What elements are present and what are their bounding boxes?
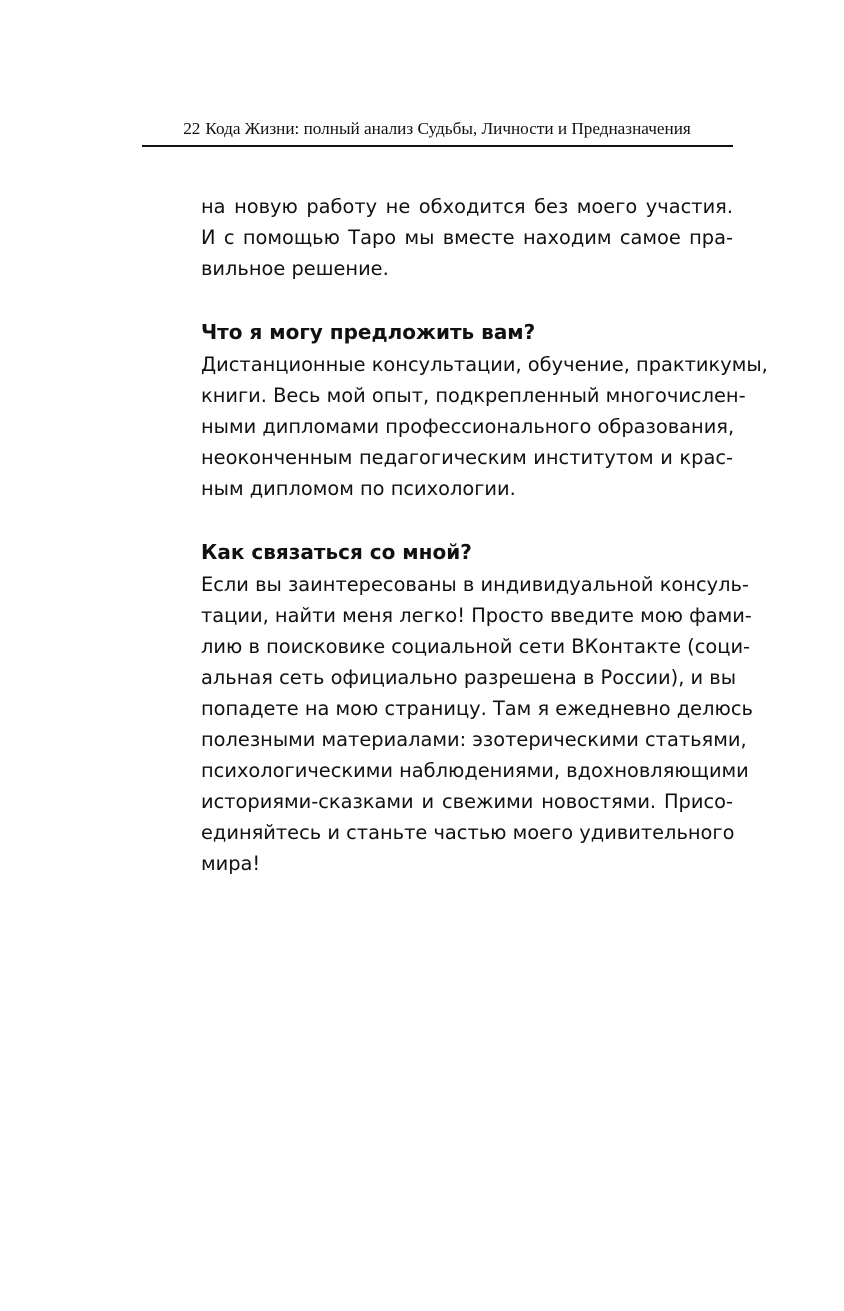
- text-line: ным дипломом по психологии.: [201, 477, 516, 500]
- paragraph-gap: [201, 504, 733, 536]
- text-line: единяйтесь и станьте частью моего удивительного: [201, 821, 735, 844]
- section-heading-offer: Что я могу предложить вам?: [201, 320, 536, 344]
- text-line: вильное решение.: [201, 257, 389, 280]
- book-title: Кода Жизни: полный анализ Судьбы, Личности и Предназначения: [205, 119, 691, 138]
- text-line: тации, найти меня легко! Просто введите мою фами-: [201, 604, 752, 627]
- text-line: историями-сказками и свежими новостями. Присо-: [201, 790, 733, 813]
- page-body: [201, 191, 768, 879]
- contact-section: [201, 536, 753, 879]
- text-line: Дистанционные консультации, обучение, практикумы,: [201, 353, 768, 376]
- text-line: мира!: [201, 852, 261, 875]
- text-line: лию в поисковике социальной сети ВКонтакте (соци-: [201, 635, 751, 658]
- section-heading-contact: Как связаться со мной?: [201, 540, 472, 564]
- running-header: [142, 118, 732, 140]
- text-line: психологическими наблюдениями, вдохновляющими: [201, 759, 749, 782]
- intro-paragraph: [201, 191, 733, 284]
- header-rule: [142, 145, 733, 147]
- text-line: И с помощью Таро мы вместе находим самое пра-: [201, 226, 733, 249]
- text-line: альная сеть официально разрешена в России), и вы: [201, 666, 737, 689]
- text-line: попадете на мою страницу. Там я ежедневно делюсь: [201, 697, 753, 720]
- text-line: Если вы заинтересованы в индивидуальной консуль-: [201, 573, 749, 596]
- page-number: 22: [183, 119, 201, 138]
- text-line: ными дипломами профессионального образования,: [201, 415, 735, 438]
- text-line: полезными материалами: эзотерическими статьями,: [201, 728, 747, 751]
- text-line: книги. Весь мой опыт, подкрепленный многочислен-: [201, 384, 746, 407]
- text-line: неоконченным педагогическим институтом и крас-: [201, 446, 733, 469]
- paragraph-gap: [201, 284, 733, 316]
- offer-section: [201, 316, 768, 504]
- text-line: на новую работу не обходится без моего участия.: [201, 195, 733, 218]
